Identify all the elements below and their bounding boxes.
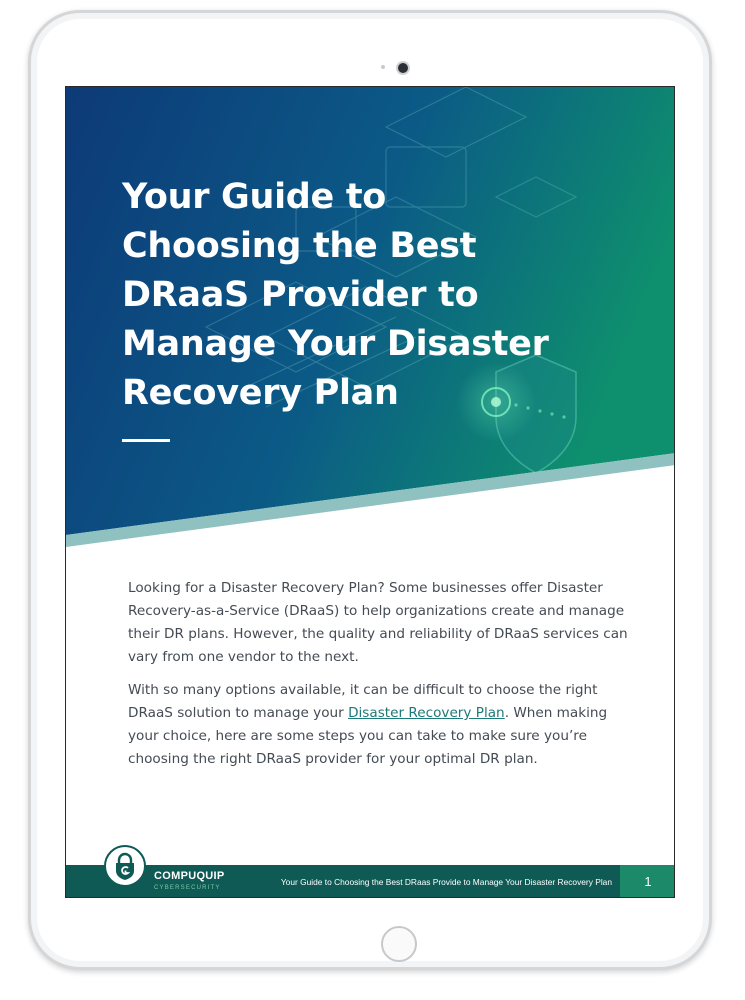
brand-tagline: CYBERSECURITY [154, 885, 221, 891]
paragraph-text: With so many options available, it can be difficult to choose the right DRaaS solution to manage your [128, 682, 598, 721]
title-line: Recovery Plan [122, 373, 399, 413]
page-number: 1 [620, 865, 675, 898]
paragraph-text: . When making your choice, here are some steps you can take to make sure you’re choosing the right DRaaS provider for your optimal DR plan. [128, 705, 608, 767]
sensor-dot [381, 65, 385, 69]
front-camera-icon [396, 61, 410, 75]
brand-name: COMPUQUIP [154, 870, 225, 882]
document-page [65, 86, 675, 898]
paragraph-options [128, 679, 628, 771]
document-title [122, 173, 622, 418]
title-line: Choosing the Best [122, 226, 477, 266]
document-body [128, 577, 628, 781]
title-line: DRaaS Provider to [122, 275, 479, 315]
disaster-recovery-plan-link[interactable]: Disaster Recovery Plan [348, 705, 505, 721]
title-line: Your Guide to [122, 177, 387, 217]
title-underline [122, 439, 170, 442]
footer-title: Your Guide to Choosing the Best DRaas Provide to Manage Your Disaster Recovery Plan [280, 877, 612, 887]
title-line: Manage Your Disaster [122, 324, 549, 364]
lock-shield-icon [104, 845, 146, 887]
paragraph-intro: Looking for a Disaster Recovery Plan? Some businesses offer Disaster Recovery-as-a-Service (DRaaS) to help organizations create and manage their DR plans. However, the quality and reliability of DRaaS services can vary from one vendor to the next. [128, 580, 628, 665]
home-button[interactable] [381, 926, 417, 962]
